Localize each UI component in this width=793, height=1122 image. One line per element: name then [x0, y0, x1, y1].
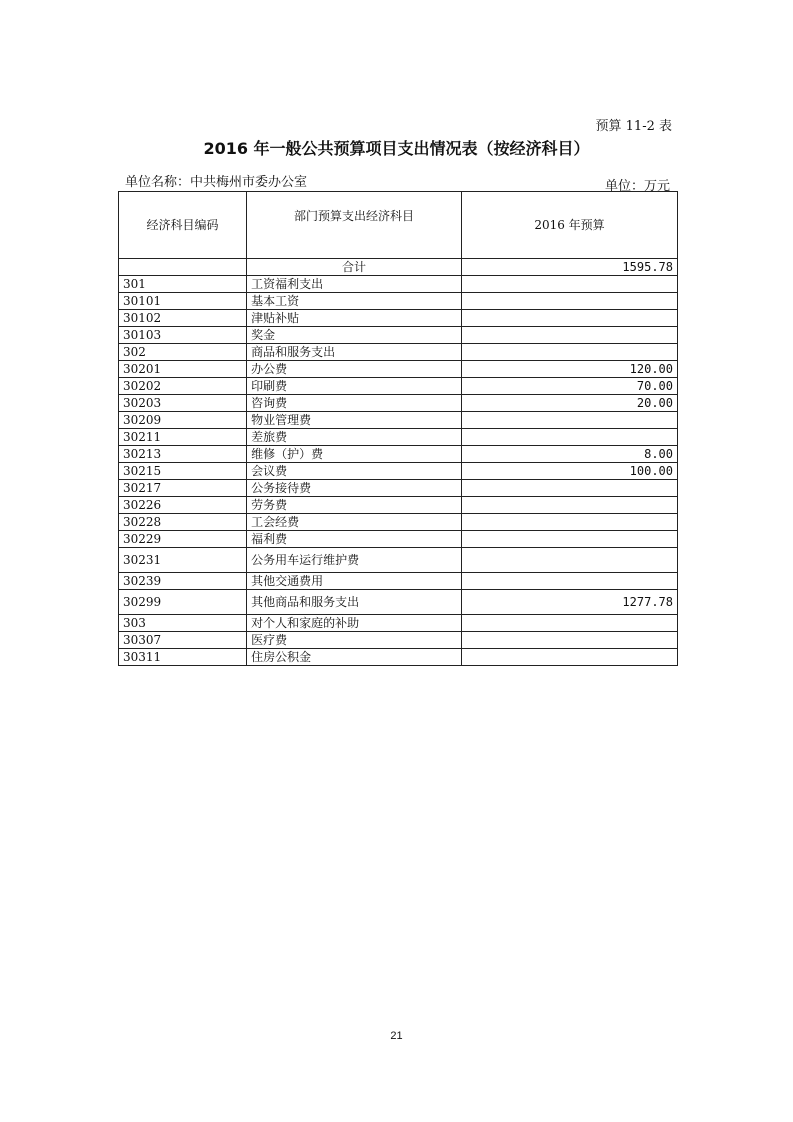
row-name: 公务用车运行维护费 — [247, 548, 462, 573]
row-name: 工会经费 — [247, 514, 462, 531]
table-row — [119, 649, 678, 666]
row-amount — [462, 548, 678, 573]
row-amount — [462, 573, 678, 590]
table-row — [119, 632, 678, 649]
row-code: 30203 — [119, 395, 247, 412]
total-amount: 1595.78 — [462, 259, 678, 276]
row-code: 30228 — [119, 514, 247, 531]
row-name: 津贴补贴 — [247, 310, 462, 327]
row-code: 30211 — [119, 429, 247, 446]
table-row — [119, 310, 678, 327]
total-label: 合计 — [247, 259, 462, 276]
row-code: 302 — [119, 344, 247, 361]
row-name: 医疗费 — [247, 632, 462, 649]
budget-table — [118, 191, 678, 666]
row-amount — [462, 497, 678, 514]
row-amount: 70.00 — [462, 378, 678, 395]
row-name: 公务接待费 — [247, 480, 462, 497]
row-amount — [462, 344, 678, 361]
row-amount — [462, 327, 678, 344]
row-code: 30209 — [119, 412, 247, 429]
table-row — [119, 378, 678, 395]
row-name: 物业管理费 — [247, 412, 462, 429]
row-name: 其他交通费用 — [247, 573, 462, 590]
page-number: 21 — [390, 1030, 403, 1042]
header-name: 部门预算支出经济科目 — [247, 192, 462, 259]
row-amount — [462, 276, 678, 293]
table-row — [119, 361, 678, 378]
row-name: 对个人和家庭的补助 — [247, 615, 462, 632]
table-row — [119, 573, 678, 590]
row-amount: 20.00 — [462, 395, 678, 412]
organization-name: 单位名称：中共梅州市委办公室 — [125, 175, 308, 190]
table-row — [119, 480, 678, 497]
row-code: 30226 — [119, 497, 247, 514]
table-row — [119, 514, 678, 531]
row-name: 住房公积金 — [247, 649, 462, 666]
row-code: 30229 — [119, 531, 247, 548]
row-amount: 8.00 — [462, 446, 678, 463]
row-code: 30299 — [119, 590, 247, 615]
row-name: 基本工资 — [247, 293, 462, 310]
row-amount — [462, 632, 678, 649]
row-amount — [462, 310, 678, 327]
row-name: 奖金 — [247, 327, 462, 344]
table-row — [119, 548, 678, 573]
row-name: 办公费 — [247, 361, 462, 378]
table-row — [119, 446, 678, 463]
row-code: 30201 — [119, 361, 247, 378]
row-amount: 100.00 — [462, 463, 678, 480]
row-name: 印刷费 — [247, 378, 462, 395]
row-code: 30215 — [119, 463, 247, 480]
row-amount — [462, 615, 678, 632]
row-amount: 1277.78 — [462, 590, 678, 615]
total-row — [119, 259, 678, 276]
table-row — [119, 590, 678, 615]
row-amount — [462, 531, 678, 548]
table-row — [119, 327, 678, 344]
row-name: 维修（护）费 — [247, 446, 462, 463]
table-header-row — [119, 192, 678, 259]
row-code: 303 — [119, 615, 247, 632]
row-code: 30307 — [119, 632, 247, 649]
currency-unit: 单位：万元 — [604, 179, 670, 194]
row-amount — [462, 480, 678, 497]
row-name: 咨询费 — [247, 395, 462, 412]
row-code: 30311 — [119, 649, 247, 666]
table-row — [119, 463, 678, 480]
row-name: 会议费 — [247, 463, 462, 480]
table-row — [119, 344, 678, 361]
row-amount — [462, 649, 678, 666]
total-code-cell — [119, 259, 247, 276]
row-code: 30102 — [119, 310, 247, 327]
table-row — [119, 395, 678, 412]
table-row — [119, 497, 678, 514]
row-name: 劳务费 — [247, 497, 462, 514]
form-number: 预算 11-2 表 — [595, 119, 672, 134]
row-code: 301 — [119, 276, 247, 293]
header-code: 经济科目编码 — [119, 192, 247, 259]
table-row — [119, 531, 678, 548]
row-code: 30101 — [119, 293, 247, 310]
table-row — [119, 429, 678, 446]
header-amount: 2016 年预算 — [462, 192, 678, 259]
row-name: 福利费 — [247, 531, 462, 548]
row-code: 30217 — [119, 480, 247, 497]
row-code: 30231 — [119, 548, 247, 573]
table-row — [119, 293, 678, 310]
row-amount — [462, 412, 678, 429]
row-amount — [462, 514, 678, 531]
row-amount: 120.00 — [462, 361, 678, 378]
row-amount — [462, 429, 678, 446]
table-row — [119, 276, 678, 293]
row-code: 30202 — [119, 378, 247, 395]
document-title: 2016 年一般公共预算项目支出情况表（按经济科目） — [203, 139, 590, 158]
row-code: 30239 — [119, 573, 247, 590]
row-name: 商品和服务支出 — [247, 344, 462, 361]
row-name: 其他商品和服务支出 — [247, 590, 462, 615]
row-code: 30213 — [119, 446, 247, 463]
row-amount — [462, 293, 678, 310]
row-code: 30103 — [119, 327, 247, 344]
table-row — [119, 412, 678, 429]
table-row — [119, 615, 678, 632]
row-name: 差旅费 — [247, 429, 462, 446]
row-name: 工资福利支出 — [247, 276, 462, 293]
